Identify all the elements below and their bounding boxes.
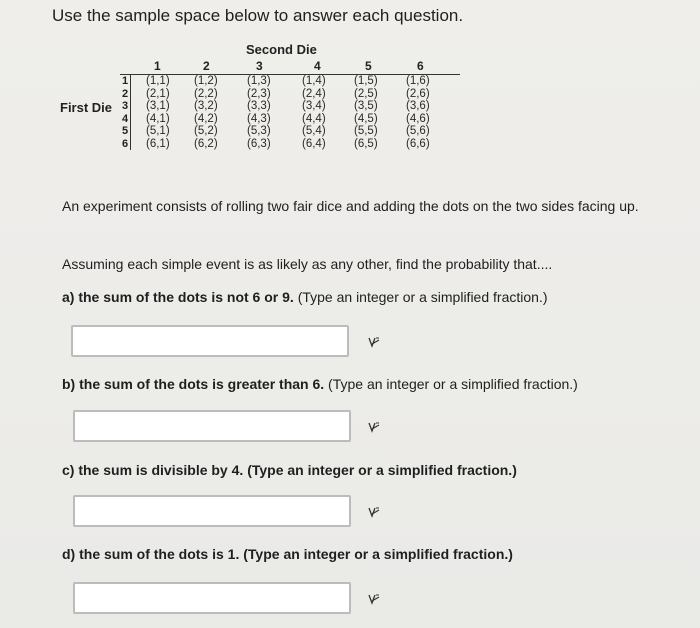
- fraction-input-icon[interactable]: [367, 505, 381, 519]
- fraction-input-icon[interactable]: [367, 420, 381, 434]
- answer-b-input[interactable]: [73, 410, 351, 442]
- table-cell: (4,5): [354, 112, 378, 125]
- sample-space-table: [60, 42, 460, 182]
- table-cell: (3,4): [302, 100, 326, 112]
- column-header: 4: [314, 59, 321, 73]
- row-header: 3: [120, 100, 131, 113]
- table-cell: (5,1): [146, 125, 170, 137]
- table-cell: (4,2): [194, 112, 218, 125]
- table-cell: (1,3): [247, 75, 271, 87]
- sample-space-grid: [120, 74, 460, 150]
- assumption-text: Assuming each simple event is as likely as any other, find the probability that....: [62, 256, 553, 272]
- fraction-input-icon[interactable]: [367, 335, 381, 349]
- table-cell: (4,4): [302, 112, 326, 125]
- table-cell: (6,6): [406, 137, 430, 150]
- table-cell: (2,4): [302, 87, 326, 100]
- table-cell: (6,4): [302, 137, 326, 150]
- question-d-prompt: d) the sum of the dots is 1.: [62, 546, 240, 562]
- question-b: [62, 376, 578, 392]
- question-a-prompt: a) the sum of the dots is not 6 or 9.: [62, 289, 294, 305]
- row-header: 2: [120, 88, 131, 101]
- table-cell: (3,3): [247, 100, 271, 112]
- question-c: [62, 462, 517, 478]
- question-c-prompt: c) the sum is divisible by 4.: [62, 462, 244, 478]
- column-header: 3: [256, 59, 263, 73]
- question-b-prompt: b) the sum of the dots is greater than 6.: [62, 376, 325, 392]
- column-header: 1: [154, 59, 161, 73]
- question-d-hint: (Type an integer or a simplified fraction.): [243, 546, 513, 562]
- column-header: 5: [365, 59, 372, 73]
- table-cell: (5,2): [194, 125, 218, 137]
- table-row: [120, 113, 460, 126]
- table-cell: (1,1): [146, 75, 170, 87]
- second-die-title: Second Die: [246, 42, 317, 57]
- table-cell: (2,5): [354, 87, 378, 100]
- question-c-hint: (Type an integer or a simplified fraction.): [247, 462, 517, 478]
- table-row: [120, 125, 460, 138]
- question-a: [62, 289, 547, 305]
- table-cell: (2,1): [146, 87, 170, 100]
- table-cell: (3,6): [406, 100, 430, 112]
- row-header: 5: [120, 125, 131, 138]
- table-cell: (3,2): [194, 100, 218, 112]
- column-header: 2: [203, 59, 210, 73]
- question-d: [62, 546, 513, 562]
- table-row: [120, 75, 460, 88]
- table-cell: (4,6): [406, 112, 430, 125]
- table-cell: (1,5): [354, 75, 378, 87]
- table-cell: (1,4): [302, 75, 326, 87]
- fraction-input-icon[interactable]: [367, 592, 381, 606]
- table-cell: (6,1): [146, 137, 170, 150]
- experiment-description: An experiment consists of rolling two fair dice and adding the dots on the two sides facing up.: [62, 198, 639, 214]
- table-row: [120, 100, 460, 113]
- table-cell: (5,3): [247, 125, 271, 137]
- column-header: 6: [417, 59, 424, 73]
- table-cell: (3,5): [354, 100, 378, 112]
- table-cell: (5,6): [406, 125, 430, 137]
- row-header: 6: [120, 138, 131, 151]
- answer-a-input[interactable]: [71, 325, 349, 357]
- table-cell: (5,5): [354, 125, 378, 137]
- table-cell: (4,3): [247, 112, 271, 125]
- answer-d-input[interactable]: [73, 582, 351, 614]
- instruction-text: Use the sample space below to answer each question.: [52, 6, 464, 25]
- table-cell: (1,2): [194, 75, 218, 87]
- table-row: [120, 138, 460, 151]
- table-cell: (6,2): [194, 137, 218, 150]
- row-header: 1: [120, 75, 131, 88]
- table-cell: (4,1): [146, 112, 170, 125]
- first-die-title: First Die: [60, 100, 113, 115]
- question-b-hint: (Type an integer or a simplified fraction.): [328, 376, 578, 392]
- answer-c-input[interactable]: [73, 495, 351, 527]
- table-row: [120, 88, 460, 101]
- table-cell: (1,6): [406, 75, 430, 87]
- table-cell: (2,2): [194, 87, 218, 100]
- table-cell: (5,4): [302, 125, 326, 137]
- table-cell: (3,1): [146, 100, 170, 112]
- row-header: 4: [120, 113, 131, 126]
- question-a-hint: (Type an integer or a simplified fraction.): [297, 289, 548, 305]
- table-cell: (2,6): [406, 87, 430, 100]
- table-cell: (6,3): [247, 137, 271, 150]
- table-cell: (2,3): [247, 87, 271, 100]
- table-cell: (6,5): [354, 137, 378, 150]
